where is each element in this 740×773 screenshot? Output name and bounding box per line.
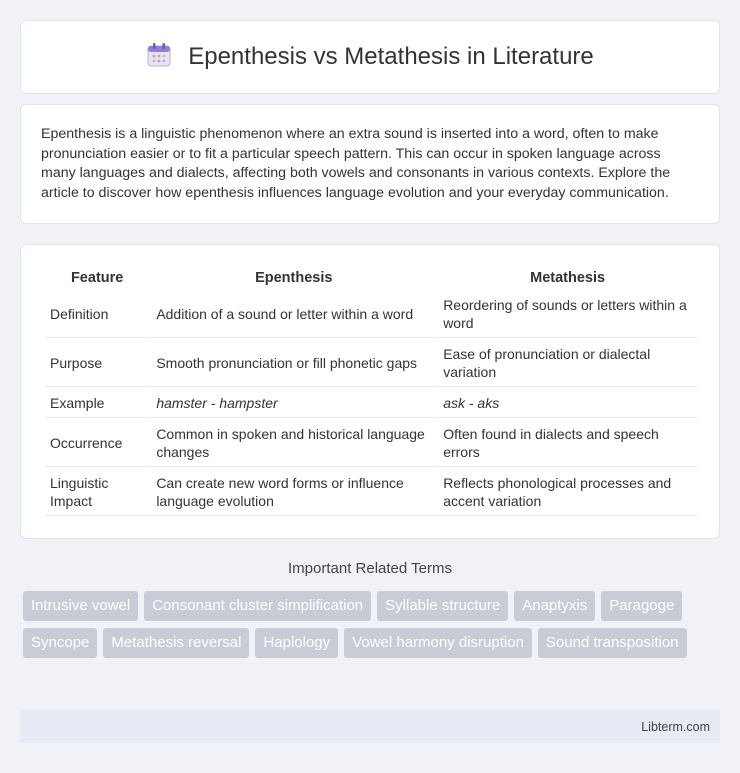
related-term-tag[interactable]: Metathesis reversal	[103, 628, 249, 658]
metathesis-cell: ask - aks	[438, 389, 697, 418]
related-term-tag[interactable]: Syllable structure	[377, 591, 508, 621]
related-term-tag[interactable]: Sound transposition	[538, 628, 687, 658]
page-title: Epenthesis vs Metathesis in Literature	[188, 43, 594, 70]
related-term-tag[interactable]: Haplology	[255, 628, 338, 658]
table-row	[45, 420, 697, 467]
header-metathesis: Metathesis	[530, 270, 606, 286]
intro-text: Epenthesis is a linguistic phenomenon where an extra sound is inserted into a word, often to make pronunciation easier or to fit a particular speech pattern. This can occur in spoken language across many languages and dialects, affecting both vowels and consonants in various contexts. Explore the article to discover how epenthesis influences language evolution and your everyday communication.	[41, 126, 671, 201]
epenthesis-cell: hamster - hampster	[151, 389, 436, 418]
intro-card	[20, 104, 720, 224]
epenthesis-cell: Can create new word forms or influence language evolution	[151, 469, 436, 516]
table-row	[45, 389, 697, 418]
comparison-table-card	[20, 244, 720, 539]
calendar-icon	[146, 42, 172, 73]
related-term-tag[interactable]: Intrusive vowel	[23, 591, 138, 621]
feature-cell: Occurrence	[45, 420, 149, 467]
related-terms-list	[23, 591, 723, 658]
related-term-tag[interactable]: Consonant cluster simplification	[144, 591, 371, 621]
footer-site-link[interactable]: Libterm.com	[641, 719, 710, 734]
comparison-table	[43, 265, 699, 518]
header-epenthesis: Epenthesis	[255, 270, 333, 286]
header-card	[20, 20, 720, 94]
related-term-tag[interactable]: Paragoge	[601, 591, 682, 621]
feature-cell: Definition	[45, 291, 149, 338]
table-row	[45, 291, 697, 338]
feature-cell: Linguistic Impact	[45, 469, 149, 516]
related-term-tag[interactable]: Vowel harmony disruption	[344, 628, 532, 658]
metathesis-cell: Reordering of sounds or letters within a word	[438, 291, 697, 338]
metathesis-cell: Ease of pronunciation or dialectal variation	[438, 340, 697, 387]
related-term-tag[interactable]: Anaptyxis	[514, 591, 595, 621]
footer	[20, 710, 720, 743]
table-header-row	[45, 267, 697, 289]
epenthesis-cell: Smooth pronunciation or fill phonetic gaps	[151, 340, 436, 387]
table-row	[45, 340, 697, 387]
epenthesis-cell: Addition of a sound or letter within a word	[151, 291, 436, 338]
feature-cell: Example	[45, 389, 149, 418]
epenthesis-cell: Common in spoken and historical language changes	[151, 420, 436, 467]
feature-cell: Purpose	[45, 340, 149, 387]
header	[146, 42, 594, 73]
metathesis-cell: Often found in dialects and speech errors	[438, 420, 697, 467]
header-feature: Feature	[70, 270, 124, 286]
table-row	[45, 469, 697, 516]
related-terms-title: Important Related Terms	[288, 560, 452, 577]
related-term-tag[interactable]: Syncope	[23, 628, 97, 658]
metathesis-cell: Reflects phonological processes and accent variation	[438, 469, 697, 516]
